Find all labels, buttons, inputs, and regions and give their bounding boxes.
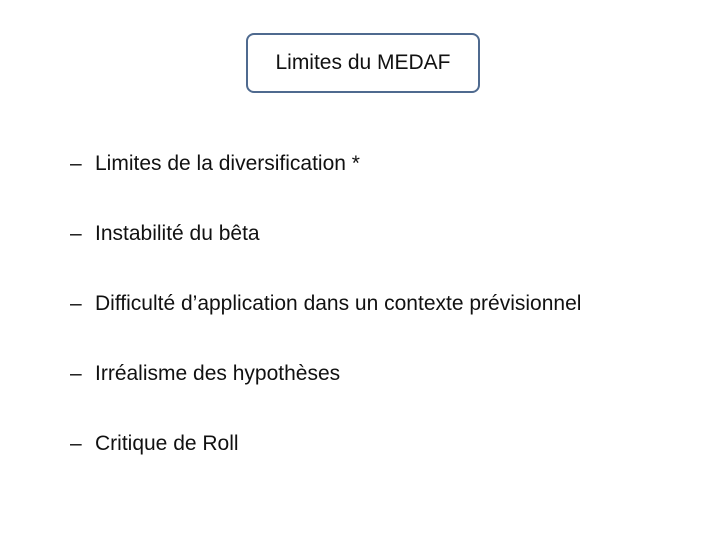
- bullet-item: [70, 146, 710, 182]
- bullet-item: [70, 426, 710, 462]
- bullet-dash-icon: –: [70, 362, 82, 385]
- bullet-dash-icon: –: [70, 222, 82, 245]
- bullet-item: [70, 356, 710, 392]
- bullet-item: [70, 286, 710, 322]
- bullet-list: [70, 146, 710, 496]
- bullet-text: Limites de la diversification *: [95, 152, 360, 175]
- slide-title: Limites du MEDAF: [275, 51, 451, 74]
- bullet-dash-icon: –: [70, 432, 82, 455]
- bullet-text: Critique de Roll: [95, 432, 239, 455]
- bullet-item: [70, 216, 710, 252]
- bullet-dash-icon: –: [70, 152, 82, 175]
- bullet-text: Difficulté d’application dans un contexte prévisionnel: [95, 292, 582, 315]
- bullet-dash-icon: –: [70, 292, 82, 315]
- bullet-text: Irréalisme des hypothèses: [95, 362, 341, 385]
- slide-title-box: [246, 33, 480, 93]
- bullet-text: Instabilité du bêta: [95, 222, 260, 245]
